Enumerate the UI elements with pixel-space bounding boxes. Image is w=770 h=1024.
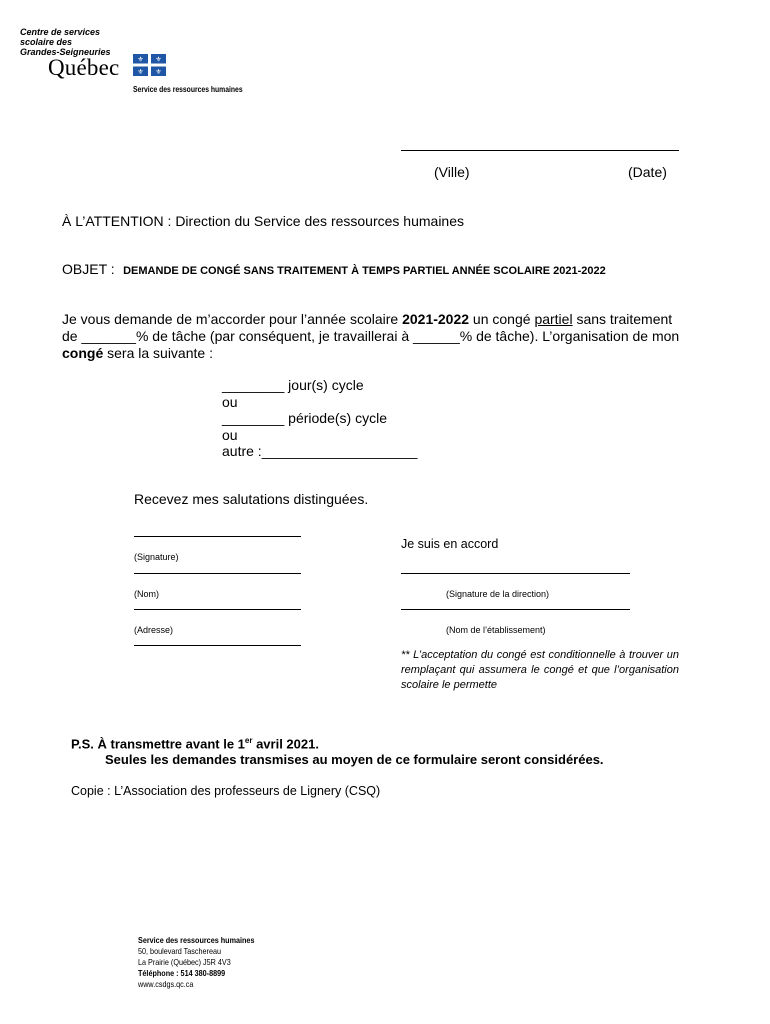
ville-date-line[interactable]: [401, 150, 679, 151]
option-jours[interactable]: ________ jour(s) cycle: [222, 377, 364, 393]
ps-suffix: avril 2021.: [252, 736, 319, 752]
adresse-label: (Adresse): [134, 625, 174, 635]
quebec-flag-icon: [133, 54, 166, 76]
body-conge: congé: [62, 345, 104, 361]
date-label: (Date): [628, 164, 667, 180]
footer-block: [138, 935, 254, 990]
service-header: Service des ressources humaines: [133, 85, 243, 94]
objet-text: DEMANDE DE CONGÉ SANS TRAITEMENT À TEMPS PARTIEL ANNÉE SCOLAIRE 2021-2022: [123, 265, 606, 277]
ps-line-2: Seules les demandes transmises au moyen de ce formulaire seront considérées.: [105, 752, 604, 767]
etablissement-label: (Nom de l’établissement): [446, 625, 546, 635]
option-periodes[interactable]: ________ période(s) cycle: [222, 410, 387, 426]
body-text-2: un congé: [469, 311, 535, 327]
nom-line[interactable]: [134, 573, 301, 574]
svg-text:⚜: ⚜: [155, 68, 162, 76]
org-line-3: Grandes-Seigneuries: [20, 47, 111, 57]
footer-phone: Téléphone : 514 380-8899: [138, 968, 226, 978]
ps-line-1: [71, 736, 319, 751]
etablissement-line[interactable]: [401, 609, 630, 610]
org-line-2: scolaire des: [20, 37, 73, 47]
body-text-1: Je vous demande de m’accorder pour l’année scolaire: [62, 311, 403, 327]
adresse-line-2[interactable]: [134, 645, 301, 646]
footer-address: 50, boulevard Taschereau: [138, 946, 222, 956]
request-paragraph: [62, 311, 684, 362]
ville-label: (Ville): [434, 164, 470, 180]
body-partiel: partiel: [534, 311, 573, 327]
objet-label: OBJET :: [62, 261, 115, 277]
objet-line: [62, 261, 606, 279]
option-ou-1: ou: [222, 394, 238, 410]
ps-superscript: er: [244, 736, 253, 745]
signature-label: (Signature): [134, 552, 179, 562]
attention-line: À L’ATTENTION : Direction du Service des ressources humaines: [62, 213, 465, 229]
footer-city: La Prairie (Québec) J5R 4V3: [138, 957, 231, 967]
body-text-3: sans traitement de _______% de tâche (par conséquent, je travaillerai à ______% de tâche). L’organisation de mon: [62, 311, 680, 344]
svg-text:⚜: ⚜: [137, 55, 144, 64]
footer-web[interactable]: www.csdgs.qc.ca: [138, 979, 194, 989]
copie-line: Copie : L’Association des professeurs de Lignery (CSQ): [71, 784, 381, 798]
nom-label: (Nom): [134, 589, 159, 599]
body-text-4: sera la suivante :: [103, 345, 213, 361]
signature-direction-label: (Signature de la direction): [446, 589, 550, 599]
salutations: Recevez mes salutations distinguées.: [134, 491, 369, 507]
adresse-line[interactable]: [134, 609, 301, 610]
svg-text:⚜: ⚜: [137, 68, 144, 76]
quebec-wordmark: Québec: [48, 55, 120, 80]
accord-label: Je suis en accord: [401, 537, 499, 551]
option-ou-2: ou: [222, 427, 238, 443]
option-autre[interactable]: autre :____________________: [222, 443, 418, 459]
footer-service: Service des ressources humaines: [138, 935, 255, 945]
acceptance-note: ** L’acceptation du congé est conditionnelle à trouver un remplaçant qui assumera le congé et que l’organisation scolaire le permette: [401, 649, 679, 691]
ps-prefix: P.S. À transmettre avant le 1: [71, 736, 245, 752]
signature-direction-line[interactable]: [401, 573, 630, 574]
signature-line[interactable]: [134, 536, 301, 537]
org-name: [20, 27, 111, 57]
body-year: 2021-2022: [402, 311, 470, 327]
org-line-1: Centre de services: [20, 27, 101, 37]
svg-text:⚜: ⚜: [155, 55, 162, 64]
